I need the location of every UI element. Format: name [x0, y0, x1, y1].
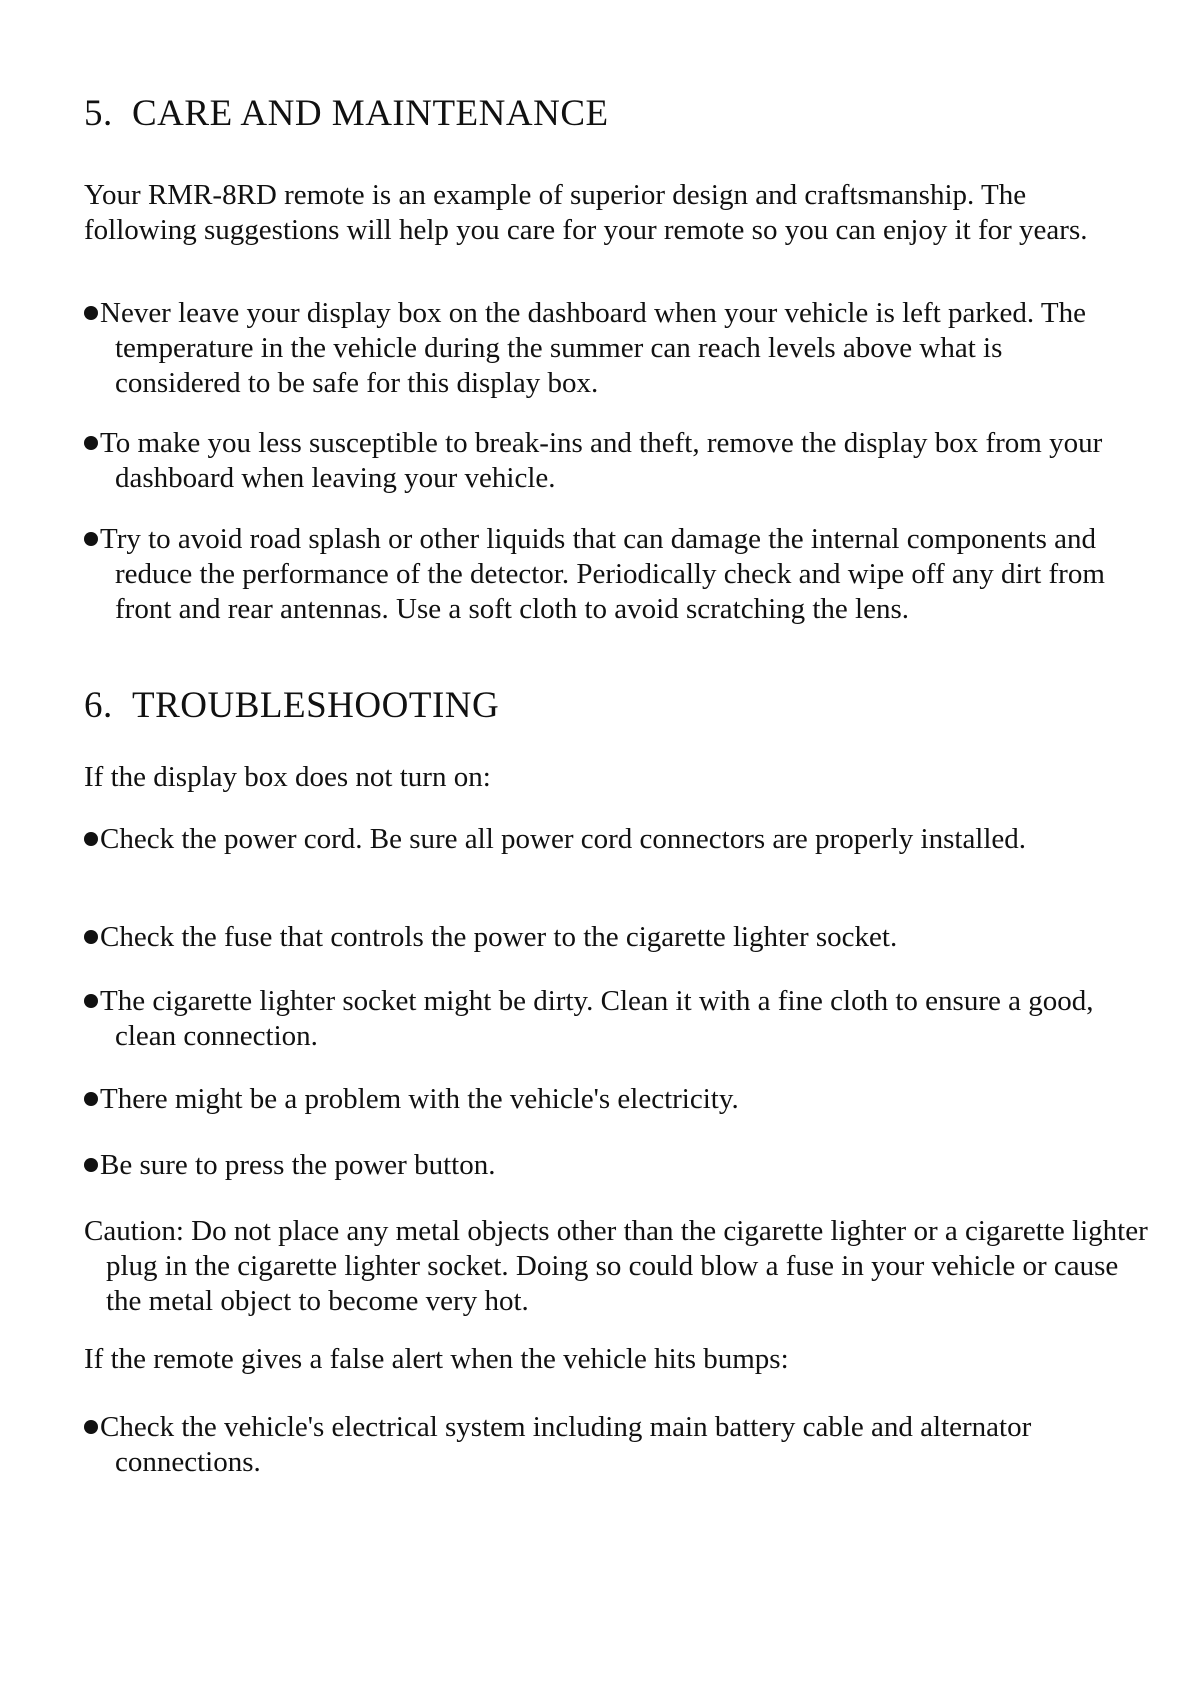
- list-item: [84, 920, 1134, 955]
- section-5-intro: Your RMR-8RD remote is an example of superior design and craftsmanship. The following suggestions will help you care for your remote so you can enjoy it for years.: [84, 179, 1088, 246]
- list-item-text: Be sure to press the power button.: [100, 1149, 496, 1181]
- section-6-title: TROUBLESHOOTING: [132, 685, 500, 726]
- bullet-icon: [84, 1158, 98, 1172]
- bullet-icon: [84, 1420, 98, 1434]
- list-item: [84, 984, 1134, 1054]
- section-6-heading: [84, 684, 499, 727]
- caution-note: Caution: Do not place any metal objects other than the cigarette lighter or a cigarette lighter plug in the cigarette lighter socket. Doing so could blow a fuse in your vehicle or cause the metal object to become very hot.: [84, 1215, 1148, 1317]
- list-item: [84, 1410, 1134, 1480]
- list-item-text: There might be a problem with the vehicle's electricity.: [100, 1083, 739, 1115]
- bullet-icon: [84, 532, 98, 546]
- list-item-text: Try to avoid road splash or other liquids that can damage the internal components and reduce the performance of the detector. Periodically check and wipe off any dirt from front and rear antennas. Use a soft cloth to avoid scratching the lens.: [100, 523, 1105, 625]
- bullet-icon: [84, 306, 98, 320]
- list-item: [84, 522, 1134, 627]
- section-6-intro: If the display box does not turn on:: [84, 761, 491, 793]
- bullet-icon: [84, 1092, 98, 1106]
- bullet-icon: [84, 832, 98, 846]
- list-item-text: Never leave your display box on the dashboard when your vehicle is left parked. The temperature in the vehicle during the summer can reach levels above what is considered to be safe for this display box.: [100, 297, 1086, 399]
- list-item-text: Check the vehicle's electrical system including main battery cable and alternator connections.: [100, 1411, 1032, 1478]
- bullet-icon: [84, 994, 98, 1008]
- list-item-text: To make you less susceptible to break-ins and theft, remove the display box from your dashboard when leaving your vehicle.: [100, 427, 1103, 494]
- section-5-heading: [84, 92, 609, 135]
- list-item-text: The cigarette lighter socket might be dirty. Clean it with a fine cloth to ensure a good, clean connection.: [100, 985, 1094, 1052]
- list-item-text: Check the fuse that controls the power to the cigarette lighter socket.: [100, 921, 898, 953]
- bullet-icon: [84, 930, 98, 944]
- list-item: [84, 1148, 1134, 1183]
- false-alert-intro: If the remote gives a false alert when the vehicle hits bumps:: [84, 1343, 789, 1375]
- list-item-text: Check the power cord. Be sure all power cord connectors are properly installed.: [100, 823, 1027, 855]
- list-item: [84, 822, 1134, 857]
- list-item: [84, 296, 1134, 401]
- list-item: [84, 426, 1134, 496]
- section-6-number: 6.: [84, 685, 113, 726]
- list-item: [84, 1082, 1134, 1117]
- bullet-icon: [84, 436, 98, 450]
- section-5-title: CARE AND MAINTENANCE: [132, 93, 609, 134]
- section-5-number: 5.: [84, 93, 113, 134]
